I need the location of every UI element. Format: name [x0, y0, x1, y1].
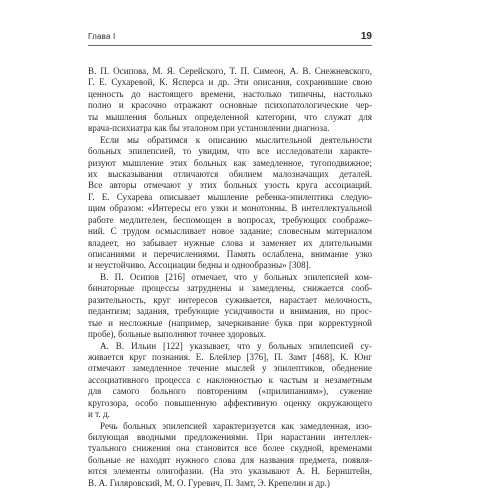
- text-line: ются элементы олигофазии. (На это указывают А. Н. Бернштейн,: [88, 466, 372, 477]
- text-line: их высказывания отличаются обилием малозначащих деталей.: [88, 168, 372, 179]
- text-line: больных эпилепсией, то увидим, что все исследователи характе-: [88, 146, 372, 157]
- text-line: тые и несложные (например, зачеркивание букв при корректурной: [88, 317, 372, 328]
- text-line: врача-психиатра как бы эталоном при установлении диагноза.: [88, 123, 330, 134]
- page-number: 19: [360, 31, 372, 42]
- text-line: Все авторы отмечают у этих больных узость круга ассоциаций.: [88, 180, 372, 191]
- text-line: туального снижения она становится все более скудной, временами: [88, 443, 372, 454]
- running-header: [88, 31, 372, 46]
- text-line: отмечают замедленное течение мыслей у эпилептиков, обеднение: [88, 363, 372, 374]
- text-line: пробе), больные выполняют точнее здоровых.: [88, 329, 267, 340]
- text-line: ты мышления больных определенной категории, что служат для: [88, 111, 372, 122]
- text-line: и неустойчиво. Ассоциации бедны и однообразны» [308].: [88, 260, 311, 271]
- text-line: полно и красочно отражают основные психопатологические чер-: [88, 100, 372, 111]
- text-line: билующая вводными предложениями. При нарастании интеллек-: [88, 432, 372, 442]
- text-line: В. А. Гиляровский, М. О. Гуревич, П. Замт, Э. Крепелин и др.): [88, 477, 330, 488]
- text-line: ризуют мышление этих больных как замедленное, тугоподвижное;: [88, 157, 372, 168]
- text-line: Г. Е. Сухарева описывает мышление ребенка-эпилептика следую-: [88, 191, 372, 202]
- text-line: живается круг познания. Е. Блейлер [376], П. Замт [468], К. Юнг: [88, 351, 372, 362]
- text-line: Речь больных эпилепсией характеризуется как замедленная, изо-: [100, 420, 372, 431]
- text-line: педантизм; задания, требующие усидчивости и внимания, но прос-: [88, 306, 372, 317]
- text-line: ценность до настоящего времени, настолько типичны, настолько: [88, 88, 372, 99]
- text-line: и т. д.: [88, 409, 110, 420]
- text-line: бинаторные процессы затруднены и замедлены, снижается сооб-: [88, 283, 372, 294]
- text-line: кругозора, особо повышенную аффективную оценку окружающего: [88, 397, 372, 408]
- text-line: А. В. Ильин [122] указывает, что у больных эпилепсией су-: [100, 340, 372, 351]
- text-line: владеет, но забывает нужные слова и заменяет их длительными: [88, 237, 372, 248]
- text-line: описаниями и перечислениями. Память ослаблена, внимание узко: [88, 249, 372, 259]
- text-line: работе медлителен, беспомощен в вопросах, требующих соображе-: [88, 214, 372, 225]
- text-line: ний. С трудом осмысливает новое задание; словесным материалом: [88, 226, 372, 237]
- text-line: больные не находят нужного слова для названия предмета, появля-: [88, 454, 372, 465]
- body-text: [88, 66, 372, 489]
- text-line: В. П. Осипова, М. Я. Серейского, Т. П. Симеон, А. В. Снежневского,: [88, 66, 372, 76]
- text-line: щим образом: «Интересы его узки и монотонны. В интеллектуальной: [88, 203, 372, 214]
- text-line: В. П. Осипов [216] отмечает, что у больных эпилепсией ком-: [100, 271, 372, 282]
- chapter-label: Глава I: [88, 32, 116, 41]
- text-line: для самого больного повторениям («прилипаниям»), сужение: [88, 386, 372, 397]
- text-line: ассоциативного процесса с наклонностью к частым и незаметным: [88, 374, 372, 385]
- text-line: разительность, круг интересов суживается, нарастает мелочность,: [88, 294, 372, 305]
- text-line: Если мы обратимся к описанию мыслительной деятельности: [100, 134, 372, 145]
- text-line: Г. Е. Сухаревой, К. Ясперса и др. Эти описания, сохранившие свою: [88, 77, 372, 88]
